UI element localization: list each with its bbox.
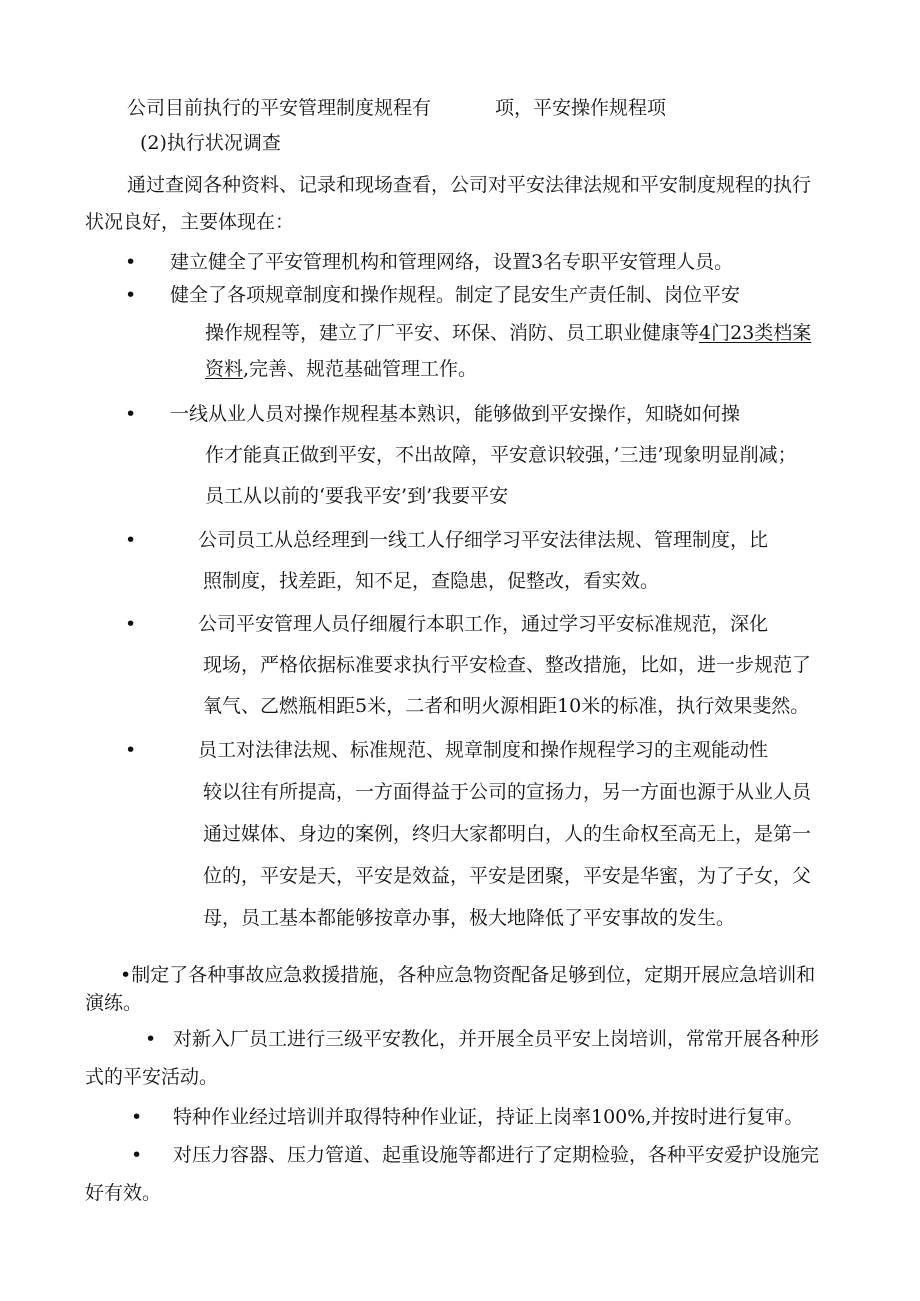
archive-link-part1[interactable]: 4门23类档案 — [699, 322, 812, 344]
bullet-5-line1: 公司平安管理人员仔细履行本职工作，通过学习平安标准规范，深化 — [198, 613, 769, 635]
bullet-8-line1: 对新入厂员工进行三级平安教化，并开展全员平安上岗培训，常常开展各种形 — [173, 1028, 820, 1050]
bullet-2-line3-text: ,完善、规范基础管理工作。 — [243, 358, 478, 380]
bullet-4-line1: 公司员工从总经理到一线工人仔细学习平安法律法规、管理制度，比 — [198, 529, 769, 551]
intro-text-part1: 公司目前执行的平安管理制度规程有 — [127, 97, 432, 119]
exec-paragraph-line1: 通过查阅各种资料、记录和现场查看，公司对平安法律法规和平安制度规程的执行 — [127, 174, 812, 196]
bullet-6-line5: 母，员工基本都能够按章办事，极大地降低了平安事故的发生。 — [203, 907, 736, 929]
exec-paragraph-line2: 状况良好，主要体现在： — [85, 211, 295, 233]
bullet-3-line1: 一线从业人员对操作规程基本熟识，能够做到平安操作，知晓如何操 — [170, 403, 741, 425]
bullet-7-line1: •制定了各种事故应急救援措施，各种应急物资配备足够到位，定期开展应急培训和 — [120, 964, 816, 986]
bullet-2-line3 — [205, 357, 477, 381]
intro-line — [127, 96, 666, 120]
bullet-mark: • — [145, 1028, 157, 1050]
bullet-2-line2-text: 操作规程等，建立了厂平安、环保、消防、员工职业健康等 — [205, 322, 700, 344]
bullet-6-line1: 员工对法律法规、标准规范、规章制度和操作规程学习的主观能动性 — [198, 739, 769, 761]
archive-link-part2[interactable]: 资料 — [205, 358, 244, 380]
bullet-6-line4: 位的，平安是天，平安是效益，平安是团聚，平安是华蜜，为了子女，父 — [203, 865, 812, 887]
bullet-8-line2: 式的平安活动。 — [85, 1066, 219, 1088]
bullet-7-line2: 演练。 — [85, 992, 143, 1014]
bullet-6-line3: 通过媒体、身边的案例，终归大家都明白，人的生命权至高无上，是第一 — [203, 823, 812, 845]
bullet-4-line2: 照制度，找差距，知不足，查隐患，促整改，看实效。 — [203, 570, 660, 592]
bullet-2-line2 — [205, 321, 811, 345]
bullet-1-line1: 建立健全了平安管理机构和管理网络，设置3名专职平安管理人员。 — [170, 251, 734, 273]
bullet-5-line3: 氧气、乙燃瓶相距5米，二者和明火源相距10米的标准，执行效果斐然。 — [203, 695, 810, 717]
bullet-6-line2: 较以往有所提高，一方面得益于公司的宣扬力，另一方面也源于从业人员 — [203, 781, 812, 803]
bullet-mark: • — [125, 284, 137, 306]
bullet-mark: • — [125, 613, 137, 635]
bullet-mark: • — [131, 1106, 143, 1128]
bullet-5-line2: 现场，严格依据标准要求执行平安检查、整改措施，比如，进一步规范了 — [203, 654, 812, 676]
bullet-mark: • — [125, 529, 137, 551]
bullet-10-line1: 对压力容器、压力管道、起重设施等都进行了定期检验，各种平安爱护设施完 — [173, 1144, 820, 1166]
bullet-3-line2: 作才能真正做到平安，不出故障，平安意识较强，’三违’现象明显削减； — [205, 444, 797, 466]
bullet-2-line1: 健全了各项规章制度和操作规程。制定了昆安生产责任制、岗位平安 — [170, 284, 741, 306]
section-heading: (2)执行状况调查 — [140, 132, 281, 154]
bullet-mark: • — [125, 251, 137, 273]
bullet-mark: • — [125, 403, 137, 425]
bullet-mark: • — [131, 1144, 143, 1166]
bullet-9-line1: 特种作业经过培训并取得特种作业证，持证上岗率100%,并按时进行复审。 — [173, 1106, 804, 1128]
bullet-mark: • — [125, 739, 137, 761]
bullet-10-line2: 好有效。 — [85, 1182, 162, 1204]
intro-text-part2: 项，平安操作规程项 — [495, 97, 667, 119]
bullet-3-line3: 员工从以前的‘要我平安’到’我要平安 — [205, 485, 509, 507]
